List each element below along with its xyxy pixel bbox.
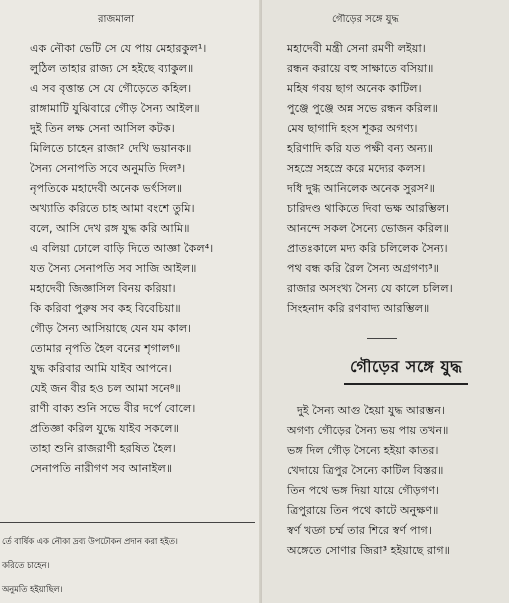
verse-line: সৈন্য সেনাপতি সবে অনুমতি দিল³। (30, 162, 186, 175)
verse-line: তোমার নৃপতি হৈল বনের শৃগাল⁶॥ (30, 342, 181, 355)
verse-line: সিংহনাদ করি রণবাদ্য আরম্ভিল॥ (287, 302, 430, 315)
verse-line: পুঞ্জে পুঞ্জে অন্ন সভে রন্ধন করিল॥ (287, 102, 438, 115)
verse-line: চারিদণ্ড থাকিতে দিবা ভক্ষ আরম্ভিল। (287, 202, 450, 215)
verse-line: দধি দুগ্ধ আনিলেক অনেক সুরস²॥ (287, 182, 435, 195)
verse-line: মহাদেবী মন্ত্রী সেনা রমণী লইয়া। (287, 42, 426, 55)
verse-line: যুদ্ধ করিবার আমি যাইব আপনে। (30, 362, 172, 375)
verse-line: পথ বন্ধ করি রৈল সৈন্য অগ্রগণ্য³॥ (287, 262, 439, 275)
verse-line: অঙ্গেতে সোণার জিরা³ হইয়াছে রাগ॥ (287, 544, 451, 557)
verse-line: মহিষ গবয় ছাগ অনেক কাটিল। (287, 82, 422, 95)
verse-line: যেই জন বীর হও চল আমা সনে⁸॥ (30, 382, 181, 395)
verse-line: তিন পথে ভঙ্গ দিয়া যায়ে গৌড়গণ। (287, 484, 439, 497)
right-page-header: গৌড়ের সঙ্গে যুদ্ধ (332, 14, 399, 25)
verse-line: কি করিবা পুরুষ সব কহ বিবেচিয়া॥ (30, 302, 181, 315)
verse-line: ভঙ্গ দিল গৌড় সৈন্যে হইয়া কাতর। (287, 444, 439, 457)
verse-line: স্বর্ণ খড্গ চর্ম্ম তার শিরে স্বর্ণ পাগ। (287, 524, 432, 537)
verse-line: যত সৈন্য সেনাপতি সব সাজি আইল॥ (30, 262, 197, 275)
verse-line: মহাদেবী জিজ্ঞাসিল বিনয় করিয়া। (30, 282, 176, 295)
verse-line: এ সব বৃত্তান্ত সে যে গৌড়েতে কহিল। (30, 82, 192, 95)
section-title: গৌড়ের সঙ্গে যুদ্ধ (344, 352, 468, 385)
verse-line: খেদায়ে ত্রিপুর সৈন্যে কাটিল বিস্তর॥ (287, 464, 444, 477)
verse-line: নৃপতিকে মহাদেবী অনেক ভর্ৎসিল॥ (30, 182, 183, 195)
verse-line: এক নৌকা ভেটি সে যে পায় মেহারকুল¹। (30, 42, 207, 55)
verse-line: রাজার অসংখ্য সৈন্য যে কালে চলিল। (287, 282, 453, 295)
verse-line: এ বলিয়া ঢোলে বাড়ি দিতে আজ্ঞা কৈল⁴। (30, 242, 214, 255)
right-page (262, 0, 509, 603)
verse-line: ত্রিপুরায়ে তিন পথে কাটে অনুক্ষণ॥ (287, 504, 439, 517)
verse-line: রাণী বাক্য শুনি সভে বীর দর্পে বোলে। (30, 402, 196, 415)
verse-line: প্রতিজ্ঞা করিল যুদ্ধে যাইব সকলে॥ (30, 422, 179, 435)
verse-line: দুই সৈন্য আগু হৈয়া যুদ্ধ আরম্ভন। (297, 404, 445, 417)
verse-line: বলে, আসি দেখ রঙ্গ যুদ্ধ করি আমি॥ (30, 222, 190, 235)
verse-line: সেনাপতি নারীগণ সব আনাইল॥ (30, 462, 173, 475)
verse-line: সহস্রে সহস্রে করে মদ্যের কলস। (287, 162, 426, 175)
footnote: করিতে চাহেন। (2, 560, 50, 570)
section-divider (367, 338, 397, 339)
verse-line: রন্ধন করায়ে বহু সাক্ষাতে বসিয়া॥ (287, 62, 434, 75)
verse-line: অগণ্য গৌড়ের সৈন্য ভয় পায় তখন॥ (287, 424, 449, 437)
verse-line: হরিণাদি করি যত পক্ষী বন্য অন্য॥ (287, 142, 434, 155)
footnote: র্তে বার্ষিক এক নৌকা দ্রব্য উপঢৌকন প্রদান করা হইত। (2, 536, 178, 546)
footnote: অনুমতি হইয়াছিল। (2, 584, 63, 594)
verse-line: দুই তিন লক্ষ সেনা আসিল কটক। (30, 122, 175, 135)
verse-line: অখ্যাতি করিতে চাহ আমা বংশে তুমি। (30, 202, 195, 215)
footnote-divider (0, 522, 255, 523)
verse-line: মিলিতে চাহেন রাজা² দেখি ভয়ানক॥ (30, 142, 192, 155)
verse-line: মেষ ছাগাদি হংস শূকর অগণ্য। (287, 122, 418, 135)
verse-line: আনন্দে সকল সৈন্যে ভোজন করিল॥ (287, 222, 449, 235)
verse-line: রাঙ্গামাটি যুঝিবারে গৌড় সৈন্য আইল॥ (30, 102, 200, 115)
left-page-header: রাজমালা (98, 14, 135, 25)
verse-line: গৌড় সৈন্য আসিয়াছে যেন যম কাল। (30, 322, 192, 335)
verse-line: প্রাতঃকালে মদ্য করি চলিলেক সৈন্য। (287, 242, 448, 255)
verse-line: লুঠিল তাহার রাজ্য সে হইছে ব্যাকুল॥ (30, 62, 194, 75)
verse-line: তাহা শুনি রাজরাণী হরষিত হৈল। (30, 442, 176, 455)
